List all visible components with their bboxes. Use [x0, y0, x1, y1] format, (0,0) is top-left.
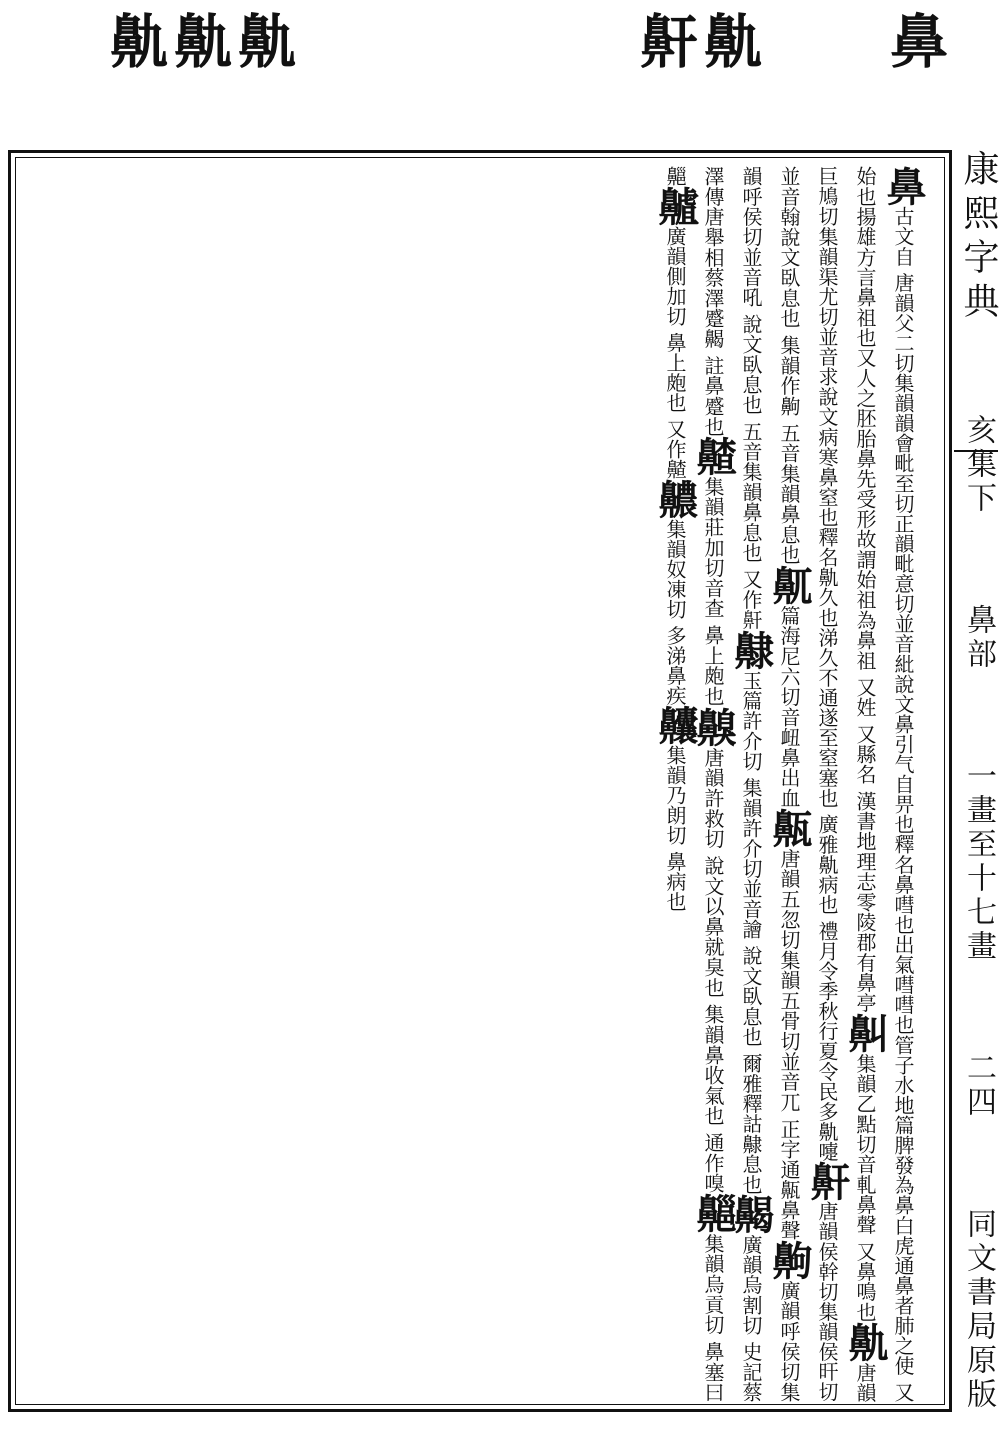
entry-headword: 鼻 — [880, 166, 927, 207]
entry-definition: 篇海尼六切音衄鼻出血 — [777, 605, 801, 808]
dictionary-entry — [728, 629, 775, 1195]
dictionary-entry — [766, 807, 813, 1241]
entry-headword: 齃 — [728, 1194, 775, 1235]
dictionary-entry — [842, 1012, 889, 1322]
collection-label: 亥集下 — [961, 414, 996, 516]
entry-headword: 齉 — [652, 705, 699, 746]
entry-headword: 齂 — [728, 629, 775, 670]
dictionary-entry — [690, 706, 737, 1194]
entry-definition: 唐韻巨鳩切集韻渠尤切並音求說文病寒鼻窒也釋名鼽久也涕久不通遂至窒塞也 廣雅鼽病也 禮月令季秋行夏令民多鼽嚏 — [815, 166, 877, 1403]
dictionary-entry — [690, 436, 737, 707]
entry-definition: 唐韻侯幹切集韻侯旰切並音翰說文臥息也 集韻作齁 五音集韻鼻息也 — [777, 166, 839, 1403]
entry-headword: 齇 — [652, 186, 699, 226]
dictionary-entry — [652, 478, 699, 706]
entry-headword: 齀 — [766, 807, 813, 849]
entry-definition: 廣韻烏割切 史記蔡澤傳唐舉相蔡澤蹙齃 註鼻蹙也 — [701, 166, 763, 1403]
entry-definition: 古文自 唐韻父二切集韻韻會毗至切正韻毗意切並音紕說文鼻引气自畀也釋名鼻嘒也出氣嘒嘒也管子水地篇脾發為鼻白虎通鼻者肺之使 又始也揚雄方言鼻祖也又人之胚胎鼻先受形故謂始祖為鼻祖 又姓 又縣名 漢書地理志零陵郡有鼻亭 — [853, 166, 915, 1403]
entry-headword: 鼾 — [804, 1161, 851, 1202]
margin-column — [958, 150, 998, 1412]
dictionary-entries — [14, 166, 927, 1403]
dictionary-entry — [652, 705, 699, 912]
seal-script-header — [0, 0, 1000, 120]
entry-definition: 玉篇許介切 集韻許介切並音譮 說文臥息也 爾雅釋詁齂息也 — [739, 669, 763, 1195]
entry-headword: 鼽 — [842, 1321, 889, 1362]
stroke-range: 一畫至十七畫 — [961, 760, 996, 964]
seal-glyphs-right: 鼻 — [890, 8, 955, 76]
dictionary-entry — [652, 186, 699, 479]
entry-definition: 集韻莊加切音查 鼻上皰也 — [701, 476, 725, 707]
publisher-label: 同文書局原版 — [961, 1208, 996, 1412]
entry-definition: 集韻乃朗切 鼻病也 — [663, 745, 687, 912]
entry-definition: 集韻乙點切音軋鼻聲 又鼻鳴也 — [853, 1052, 877, 1322]
book-title: 康熙字典 — [958, 150, 999, 326]
entry-headword: 齄 — [690, 436, 737, 477]
seal-glyphs-middle: 鼾鼽 — [640, 8, 769, 76]
seal-glyphs-left: 鼽鼽鼽 — [110, 8, 303, 76]
entry-definition: 廣韻側加切 鼻上皰也 又作齄 — [663, 226, 687, 479]
entry-definition: 廣韻呼侯切集韻呼侯切並音吼 說文臥息也 五音集韻鼻息也 又作鼾 — [739, 166, 801, 1403]
entry-definition: 唐韻許救切 說文以鼻就臭也 集韻鼻收氣也 通作嗅 — [701, 746, 725, 1194]
entry-definition: 唐韻五忽切集韻五骨切並音兀 正字通齀鼻聲 — [777, 848, 801, 1241]
radical-label: 鼻部 — [961, 604, 996, 672]
entry-definition: 集韻烏貢切 鼻塞曰齆 — [663, 166, 725, 1403]
entry-headword: 鼼 — [842, 1012, 889, 1053]
entry-headword: 齈 — [652, 478, 699, 519]
entry-headword: 齆 — [690, 1193, 737, 1234]
entry-definition: 集韻奴凍切 多涕鼻疾 — [663, 518, 687, 706]
entry-headword: 齅 — [690, 706, 737, 747]
page-number: 二四 — [961, 1052, 996, 1120]
entry-headword: 齁 — [766, 1240, 813, 1281]
dictionary-entry — [766, 564, 813, 808]
entry-headword: 鼿 — [766, 564, 813, 606]
